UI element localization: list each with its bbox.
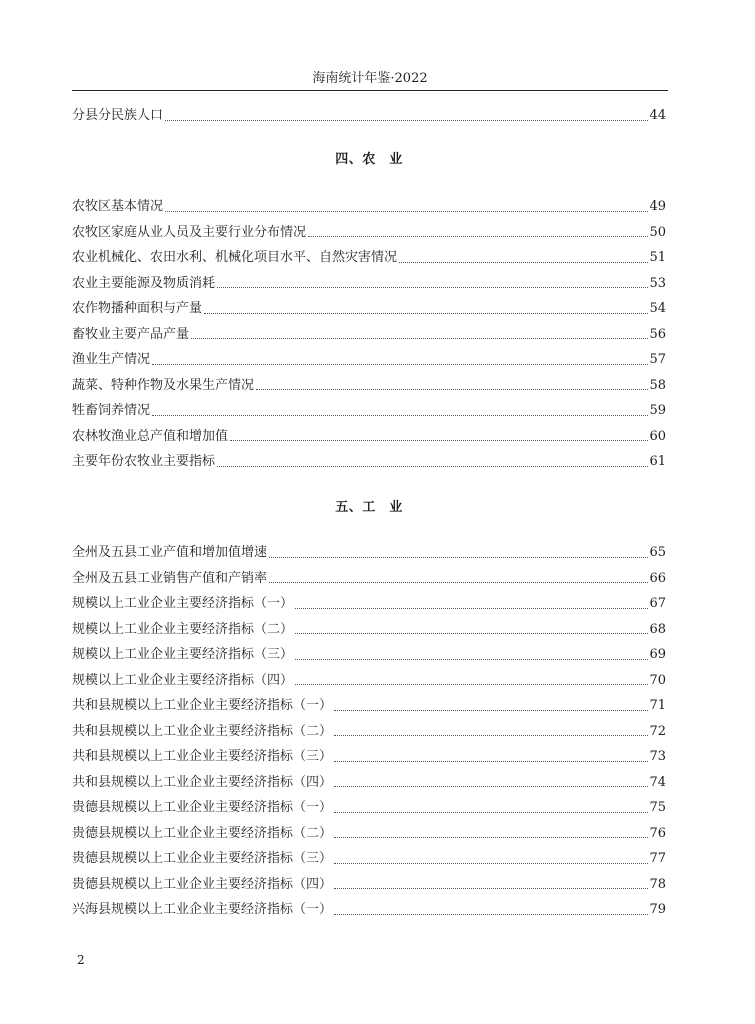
toc-entry-title: 农牧区家庭从业人员及主要行业分布情况: [72, 224, 307, 240]
toc-entry: [72, 449, 666, 475]
toc-entry: [72, 540, 666, 566]
toc-entry-title: 贵德县规模以上工业企业主要经济指标（一）: [72, 800, 333, 815]
dot-leader: [204, 313, 648, 314]
toc-entry-page: 67: [649, 596, 666, 611]
toc-entry-page: 66: [649, 570, 666, 586]
toc-entry-title: 共和县规模以上工业企业主要经济指标（四）: [72, 774, 333, 790]
toc-entry-page: 54: [649, 301, 666, 316]
dot-leader: [269, 557, 648, 558]
section-title-agriculture: 四、农 业: [335, 152, 403, 167]
toc-entry: [72, 668, 666, 694]
toc-entry-page: 71: [649, 698, 666, 713]
dot-leader: [334, 812, 648, 813]
toc-entry-page: 44: [649, 108, 666, 123]
toc-list-agriculture: [72, 194, 666, 475]
toc-entry-title: 共和县规模以上工业企业主要经济指标（一）: [72, 698, 333, 713]
dot-leader: [334, 761, 648, 762]
dot-leader: [165, 211, 648, 212]
toc-entry-page: 79: [649, 902, 666, 917]
dot-leader: [308, 236, 648, 237]
toc-entry: [72, 271, 666, 297]
toc-entry: [72, 872, 666, 898]
toc-entry: [72, 245, 666, 271]
toc-entry-page: 53: [649, 275, 666, 291]
toc-entry-page: 75: [649, 800, 666, 815]
toc-entry-page: 56: [649, 326, 666, 342]
toc-entry-page: 61: [649, 454, 666, 469]
toc-entry-page: 76: [649, 825, 666, 841]
toc-entry: [72, 296, 666, 322]
toc-entry-title: 农林牧渔业总产值和增加值: [72, 428, 229, 444]
toc-entry: [72, 693, 666, 719]
toc-entry-page: 65: [649, 545, 666, 560]
toc-entry-title: 牲畜饲养情况: [72, 403, 151, 418]
toc-entry-title: 规模以上工业企业主要经济指标（三）: [72, 647, 294, 662]
dot-leader: [191, 338, 648, 339]
dot-leader: [217, 466, 648, 467]
dot-leader: [334, 863, 648, 864]
running-header: 海南统计年鉴·2022: [72, 68, 668, 91]
toc-entry: [72, 194, 666, 220]
toc-entry-title: 规模以上工业企业主要经济指标（一）: [72, 596, 294, 611]
toc-entry-title: 农业主要能源及物质消耗: [72, 275, 216, 291]
toc-entry-page: 70: [649, 672, 666, 688]
dot-leader: [334, 914, 648, 915]
toc-entry: [72, 566, 666, 592]
dot-leader: [334, 710, 648, 711]
toc-entry-page: 57: [649, 352, 666, 367]
toc-entry-page: 69: [649, 647, 666, 662]
toc-entry: [72, 897, 666, 923]
toc-entry: [72, 642, 666, 668]
dot-leader: [230, 440, 648, 441]
toc-entry-page: 74: [649, 774, 666, 790]
dot-leader: [295, 659, 648, 660]
toc-entry: [72, 795, 666, 821]
dot-leader: [334, 735, 648, 736]
toc-entry-title: 贵德县规模以上工业企业主要经济指标（三）: [72, 851, 333, 866]
dot-leader: [256, 389, 648, 390]
toc-entry-page: 78: [649, 876, 666, 892]
toc-entry-page: 49: [649, 199, 666, 214]
toc-entry-title: 渔业生产情况: [72, 352, 151, 367]
toc-entry-page: 50: [649, 224, 666, 240]
dot-leader: [334, 837, 648, 838]
dot-leader: [295, 608, 648, 609]
toc-entry-title: 全州及五县工业产值和增加值增速: [72, 545, 268, 560]
toc-entry: [72, 591, 666, 617]
toc-entry-title: 畜牧业主要产品产量: [72, 326, 190, 342]
toc-entry-page: 73: [649, 749, 666, 764]
toc-entry-title: 农作物播种面积与产量: [72, 301, 203, 316]
toc-entry-title: 共和县规模以上工业企业主要经济指标（二）: [72, 723, 333, 739]
dot-leader: [399, 262, 648, 263]
dot-leader: [334, 888, 648, 889]
toc-entry: [72, 719, 666, 745]
toc-entry: [72, 322, 666, 348]
toc-entry: [72, 347, 666, 373]
section-title-industry: 五、工 业: [335, 500, 403, 515]
toc-entry-page: 77: [649, 851, 666, 866]
toc-entry-title: 规模以上工业企业主要经济指标（二）: [72, 621, 294, 637]
toc-entry-title: 兴海县规模以上工业企业主要经济指标（一）: [72, 902, 333, 917]
toc-entry-title: 贵德县规模以上工业企业主要经济指标（二）: [72, 825, 333, 841]
dot-leader: [295, 684, 648, 685]
toc-entry-title: 农牧区基本情况: [72, 199, 164, 214]
dot-leader: [217, 287, 648, 288]
toc-entry: [72, 617, 666, 643]
dot-leader: [152, 415, 648, 416]
toc-entry: [72, 744, 666, 770]
dot-leader: [295, 633, 648, 634]
toc-entry: [72, 846, 666, 872]
dot-leader: [269, 582, 648, 583]
toc-entry-page: 72: [649, 723, 666, 739]
toc-entry-page: 58: [649, 377, 666, 393]
toc-entry-title: 共和县规模以上工业企业主要经济指标（三）: [72, 749, 333, 764]
dot-leader: [165, 120, 648, 121]
page-number: 2: [77, 953, 85, 967]
dot-leader: [152, 364, 648, 365]
toc-entry-title: 全州及五县工业销售产值和产销率: [72, 570, 268, 586]
toc-continued-list: [72, 103, 666, 129]
toc-entry: [72, 821, 666, 847]
toc-entry-title: 主要年份农牧业主要指标: [72, 454, 216, 469]
toc-entry-page: 59: [649, 403, 666, 418]
toc-entry: [72, 103, 666, 129]
toc-entry-page: 68: [649, 621, 666, 637]
dot-leader: [334, 786, 648, 787]
toc-entry: [72, 373, 666, 399]
toc-entry: [72, 220, 666, 246]
toc-entry: [72, 424, 666, 450]
toc-entry-title: 分县分民族人口: [72, 108, 164, 123]
toc-entry-page: 51: [649, 250, 666, 265]
toc-entry-title: 农业机械化、农田水利、机械化项目水平、自然灾害情况: [72, 250, 398, 265]
toc-list-industry: [72, 540, 666, 923]
toc-entry-page: 60: [649, 428, 666, 444]
toc-entry-title: 蔬菜、特种作物及水果生产情况: [72, 377, 255, 393]
toc-entry-title: 规模以上工业企业主要经济指标（四）: [72, 672, 294, 688]
toc-entry-title: 贵德县规模以上工业企业主要经济指标（四）: [72, 876, 333, 892]
toc-entry: [72, 398, 666, 424]
toc-entry: [72, 770, 666, 796]
